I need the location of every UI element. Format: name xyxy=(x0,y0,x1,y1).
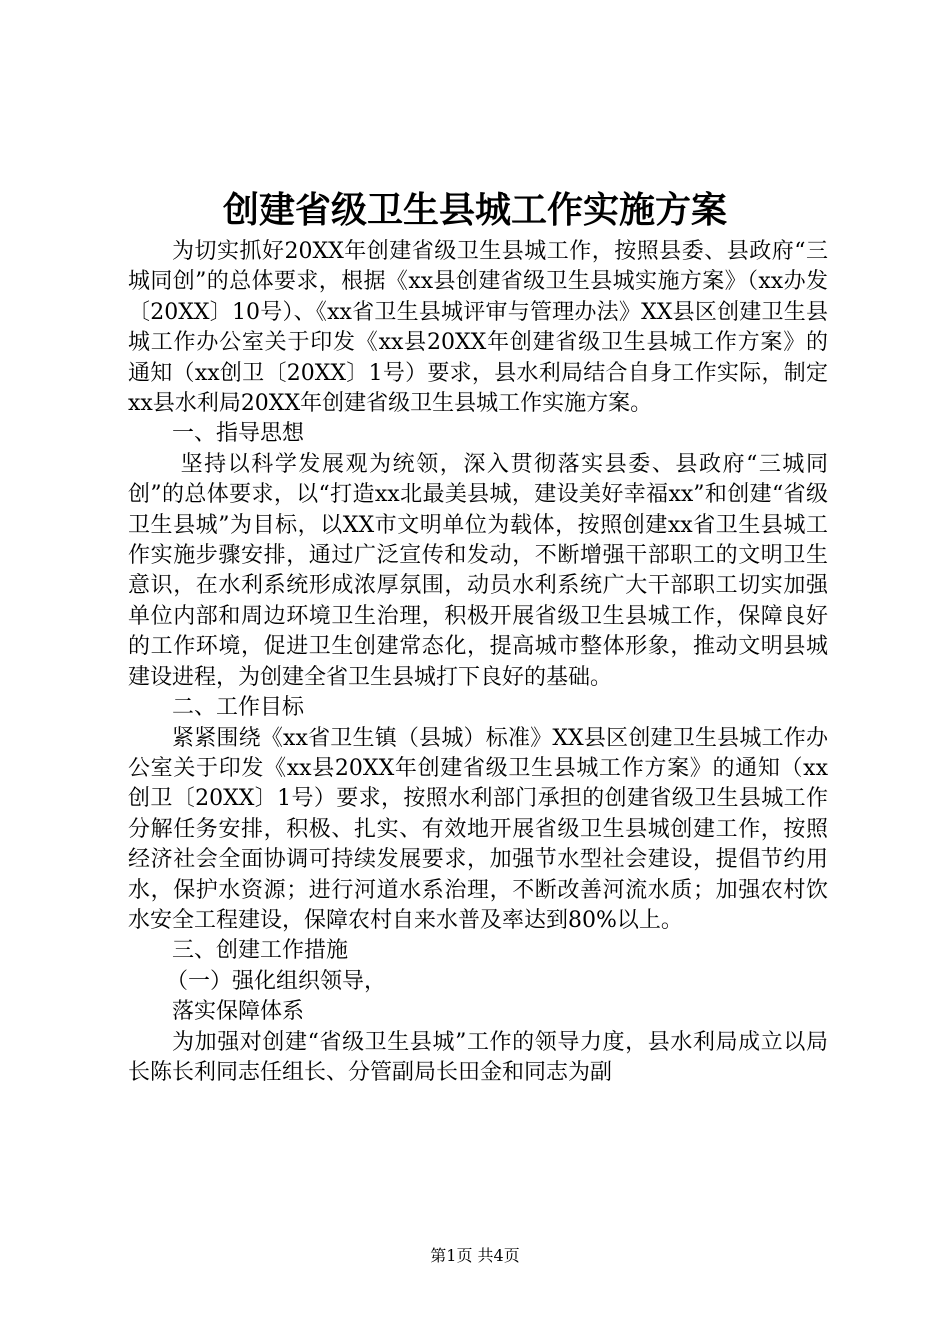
section-heading-guiding-thought: 一、指导思想 xyxy=(172,421,305,447)
work-goals-paragraph: 紧紧围绕《xx省卫生镇（县城）标准》XX县区创建卫生县城工作办公室关于印发《xx县20XX年创建省级卫生县城工作方案》的通知（xx创卫〔20XX〕1号）要求，按照水利部门承担的创建省级卫生县城工作分解任务安排，积极、扎实、有效地开展省级卫生县城创建工作，按照经济社会全面协调可持续发展要求，加强节水型社会建设，提倡节约用水，保护水资源；进行河道水系治理，不断改善河流水质；加强农村饮水安全工程建设，保障农村自来水普及率达到80%以上。 xyxy=(128,725,828,933)
subsection-heading-organization: （一）强化组织领导， xyxy=(166,968,387,994)
section-heading-measures: 三、创建工作措施 xyxy=(172,938,349,964)
intro-paragraph: 为切实抓好20XX年创建省级卫生县城工作，按照县委、县政府“三城同创”的总体要求，根据《xx县创建省级卫生县城实施方案》（xx办发〔20XX〕10号）、《xx省卫生县城评审与管理办法》XX县区创建卫生县城工作办公室关于印发《xx县20XX年创建省级卫生县城工作方案》的通知（xx创卫〔20XX〕1号）要求，县水利局结合自身工作实际，制定xx县水利局20XX年创建省级卫生县城工作实施方案。 xyxy=(128,239,828,417)
subsection-heading-continued: 落实保障体系 xyxy=(172,999,305,1025)
document-title: 创建省级卫生县城工作实施方案 xyxy=(222,189,727,231)
page-footer: 第1页 共4页 xyxy=(430,1246,520,1265)
document-body xyxy=(128,237,828,1088)
section-heading-work-goals: 二、工作目标 xyxy=(172,695,305,721)
organization-paragraph: 为加强对创建“省级卫生县城”工作的领导力度，县水利局成立以局长陈长利同志任组长、分管副局长田金和同志为副 xyxy=(128,1029,828,1085)
guiding-thought-paragraph: 坚持以科学发展观为统领，深入贯彻落实县委、县政府“三城同创”的总体要求，以“打造xx北最美县城，建设美好幸福xx”和创建“省级卫生县城”为目标，以XX市文明单位为载体，按照创建xx省卫生县城工作实施步骤安排，通过广泛宣传和发动，不断增强干部职工的文明卫生意识，在水利系统形成浓厚氛围，动员水利系统广大干部职工切实加强单位内部和周边环境卫生治理，积极开展省级卫生县城工作，保障良好的工作环境，促进卫生创建常态化，提高城市整体形象，推动文明县城建设进程，为创建全省卫生县城打下良好的基础。 xyxy=(128,451,828,690)
